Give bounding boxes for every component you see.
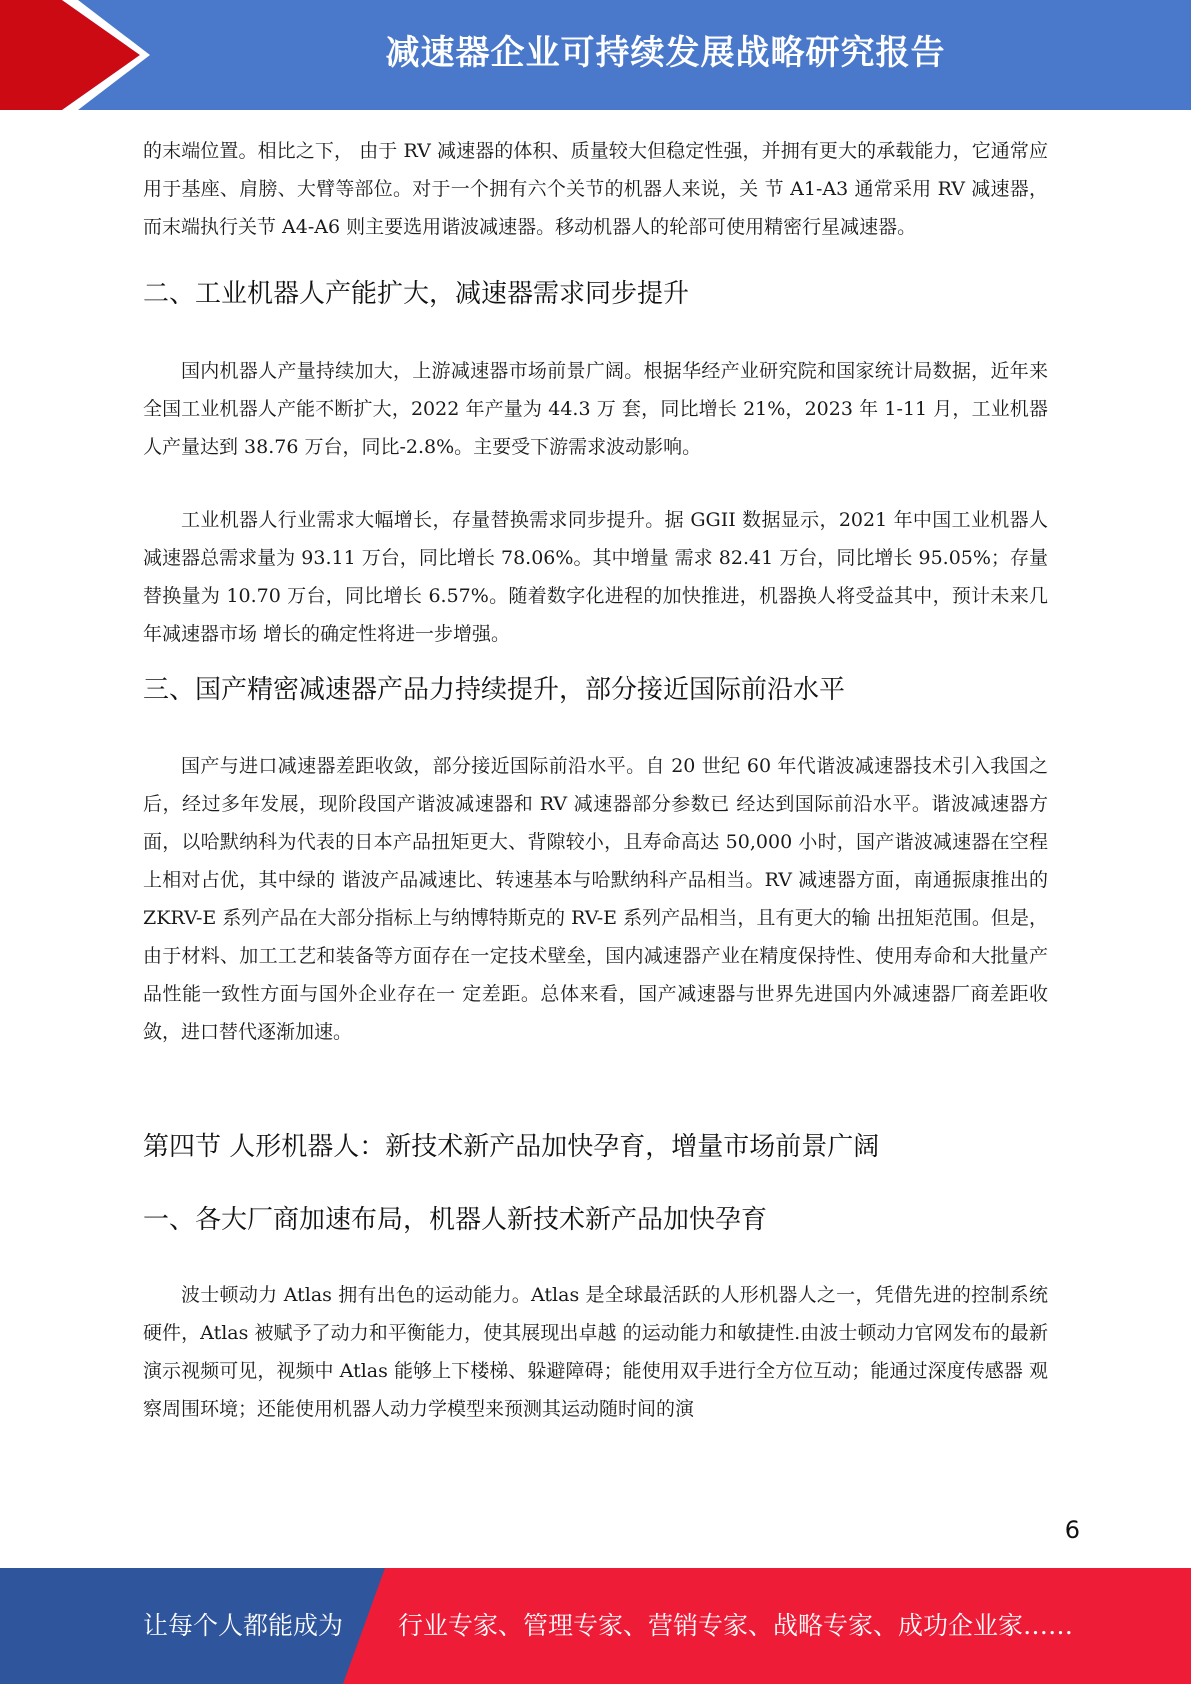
page-header bbox=[0, 0, 1191, 110]
footer-slogan-left: 让每个人都能成为 bbox=[143, 1611, 344, 1640]
paragraph-continued: 的末端位置。相比之下， 由于 RV 减速器的体积、质量较大但稳定性强，并拥有更大的承载能力，它通常应用于基座、肩膀、大臂等部位。对于一个拥有六个关节的机器人来说，关 节 A1-A3 通常采用 RV 减速器，而末端执行关节 A4-A6 则主要选用谐波减速器。移动机器人的轮部可使用精密行星减速器。 bbox=[143, 140, 1048, 238]
paragraph-domestic-reducers: 国产与进口减速器差距收敛，部分接近国际前沿水平。自 20 世纪 60 年代谐波减速器技术引入我国之后，经过多年发展，现阶段国产谐波减速器和 RV 减速器部分参数已 经达到国际前沿水平。谐波减速器方面，以哈默纳科为代表的日本产品扭矩更大、背隙较小，且寿命高达 50,000 小时，国产谐波减速器在空程上相对占优，其中绿的 谐波产品减速比、转速基本与哈默纳科产品相当。RV 减速器方面，南通振康推出的 ZKRV-E 系列产品在大部分指标上与纳博特斯克的 RV-E 系列产品相当，且有更大的输 出扭矩范围。但是，由于材料、加工工艺和装备等方面存在一定技术壁垒，国内减速器产业在精度保持性、使用寿命和大批量产品性能一致性方面与国外企业存在一 定差距。总体来看，国产减速器与世界先进国内外减速器厂商差距收敛，进口替代逐渐加速。 bbox=[143, 755, 1048, 1043]
page-footer bbox=[0, 1568, 1191, 1684]
report-title: 减速器企业可持续发展战略研究报告 bbox=[385, 33, 946, 73]
paragraph-robot-output: 国内机器人产量持续加大，上游减速器市场前景广阔。根据华经产业研究院和国家统计局数据，近年来全国工业机器人产能不断扩大，2022 年产量为 44.3 万 套，同比增长 21%，2023 年 1-11 月，工业机器人产量达到 38.76 万台，同比-2.8%。主要受下游需求波动影响。 bbox=[143, 360, 1048, 458]
paragraph-demand-growth: 工业机器人行业需求大幅增长，存量替换需求同步提升。据 GGII 数据显示，2021 年中国工业机器人减速器总需求量为 93.11 万台，同比增长 78.06%。其中增量 需求 82.41 万台，同比增长 95.05%；存量替换量为 10.70 万台，同比增长 6.57%。随着数字化进程的加快推进，机器换人将受益其中，预计未来几年减速器市场 增长的确定性将进一步增强。 bbox=[143, 509, 1048, 645]
chapter-heading-4: 第四节 人形机器人：新技术新产品加快孕育，增量市场前景广阔 bbox=[143, 1132, 880, 1162]
header-chevron-decoration bbox=[0, 0, 160, 110]
section-heading-3: 三、国产精密减速器产品力持续提升，部分接近国际前沿水平 bbox=[143, 675, 846, 705]
section-heading-4-1: 一、各大厂商加速布局，机器人新技术新产品加快孕育 bbox=[143, 1205, 768, 1235]
paragraph-atlas: 波士顿动力 Atlas 拥有出色的运动能力。Atlas 是全球最活跃的人形机器人之一，凭借先进的控制系统硬件，Atlas 被赋予了动力和平衡能力，使其展现出卓越 的运动能力和敏捷性.由波士顿动力官网发布的最新演示视频可见，视频中 Atlas 能够上下楼梯、躲避障碍；能使用双手进行全方位互动；能通过深度传感器 观察周围环境；还能使用机器人动力学模型来预测其运动随时间的演 bbox=[143, 1284, 1048, 1420]
document-body bbox=[143, 132, 1048, 1428]
footer-slogan-right: 行业专家、管理专家、营销专家、战略专家、成功企业家…… bbox=[398, 1611, 1074, 1640]
page-number: 6 bbox=[1064, 1516, 1080, 1544]
section-heading-2: 二、工业机器人产能扩大，减速器需求同步提升 bbox=[143, 279, 690, 309]
